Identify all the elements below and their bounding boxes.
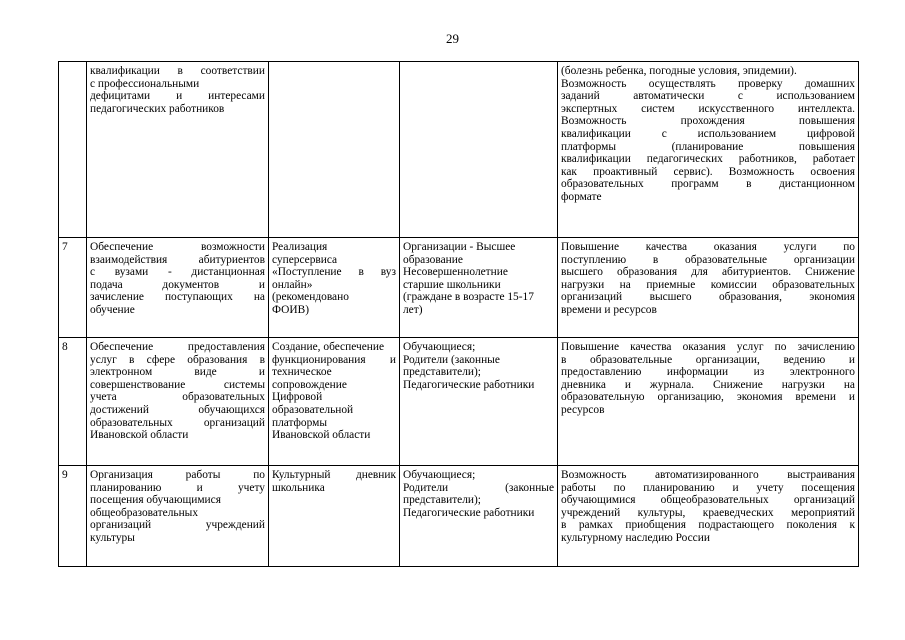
table-row	[59, 62, 859, 238]
solution-cell: Культурный дневник школьника	[269, 466, 400, 567]
task-cell: Обеспечение предоставления услуг в сфере образования в электронном виде и совершенствование системы учета образовательных достижений обучающихся образовательных организаций Ивановской области	[87, 338, 269, 466]
consumers-cell: Организации - Высшее образование Несовершеннолетние старшие школьники (граждане в возрасте 15-17 лет)	[400, 238, 558, 338]
table-row	[59, 466, 859, 567]
solution-cell: Реализация суперсервиса «Поступление в вуз онлайн» (рекомендовано ФОИВ)	[269, 238, 400, 338]
consumers-cell	[400, 62, 558, 238]
task-cell: Обеспечение возможности взаимодействия абитуриентов с вузами - дистанционная подача документов и зачисление поступающих на обучение	[87, 238, 269, 338]
measures-table	[58, 61, 859, 567]
row-number: 7	[59, 238, 87, 338]
table-row	[59, 238, 859, 338]
effects-cell: (болезнь ребенка, погодные условия, эпидемии). Возможность осуществлять проверку домашних заданий автоматически с использованием экспертных систем искусственного интеллекта. Возможность прохождения повышения квалификации с использованием цифровой платформы (планирование повышения квалификации педагогических работников, работает как проактивный сервис). Возможность освоения образовательных программ в дистанционном формате	[558, 62, 859, 238]
row-number	[59, 62, 87, 238]
solution-cell: Создание, обеспечение функционирования и техническое сопровождение Цифровой образовательной платформы Ивановской области	[269, 338, 400, 466]
effects-cell: Повышение качества оказания услуги по поступлению в образовательные организации высшего образования для абитуриентов. Снижение нагрузки на приемные комиссии образовательных организаций высшего образования, экономия времени и ресурсов	[558, 238, 859, 338]
task-cell: Организация работы по планированию и учету посещения обучающимися общеобразовательных организаций учреждений культуры	[87, 466, 269, 567]
consumers-cell: Обучающиеся; Родители (законные представители); Педагогические работники	[400, 466, 558, 567]
table-row	[59, 338, 859, 466]
consumers-cell: Обучающиеся; Родители (законные представители); Педагогические работники	[400, 338, 558, 466]
effects-cell: Возможность автоматизированного выстраивания работы по планированию и учету посещения обучающимися общеобразовательных организаций учреждений культуры, краеведческих мероприятий в рамках приобщения подрастающего поколения к культурному наследию России	[558, 466, 859, 567]
row-number: 9	[59, 466, 87, 567]
row-number: 8	[59, 338, 87, 466]
task-cell: квалификации в соответствии с профессиональными дефицитами и интересами педагогических работников	[87, 62, 269, 238]
effects-cell: Повышение качества оказания услуг по зачислению в образовательные организации, ведению и предоставлению информации из электронного дневника и журнала. Снижение нагрузки на образовательную организацию, экономия времени и ресурсов	[558, 338, 859, 466]
solution-cell	[269, 62, 400, 238]
page-number: 29	[446, 31, 459, 46]
